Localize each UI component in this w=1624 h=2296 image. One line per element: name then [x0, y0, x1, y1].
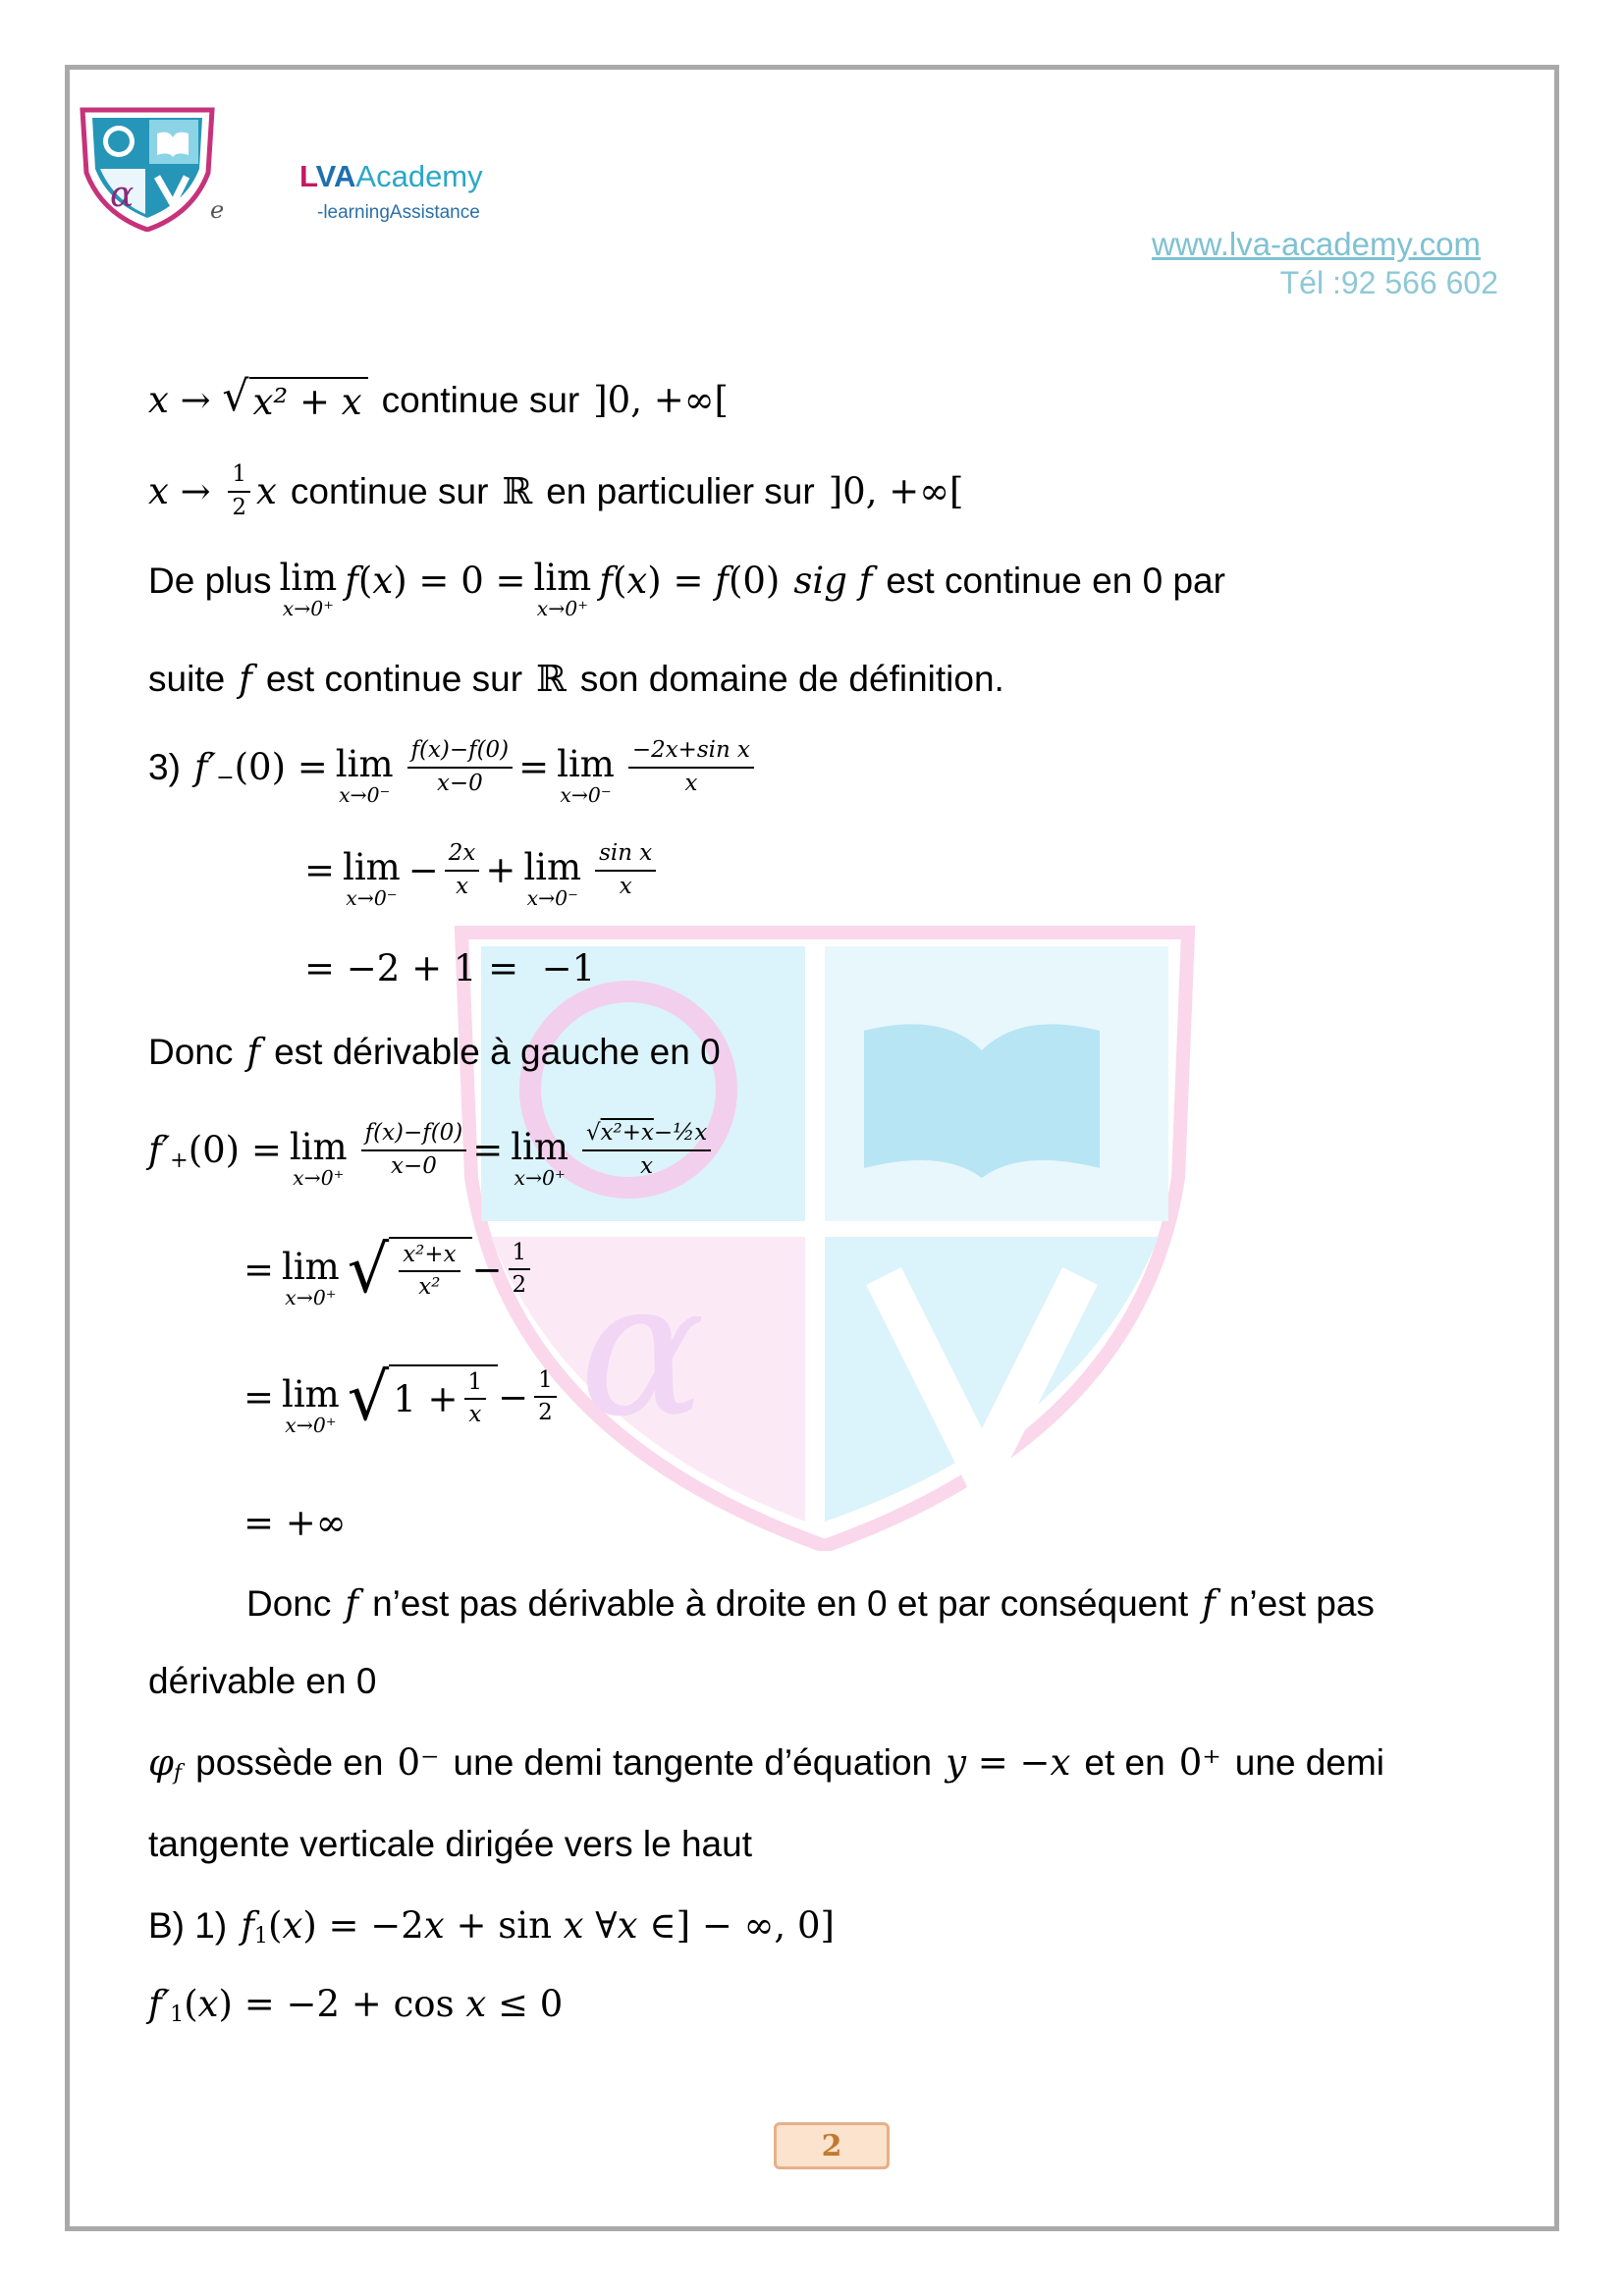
- math-line-6: = lim x→0⁻ − $\frac{2x}{x}$ + lim x→0⁻ $\frac{\text{sin x}}{x}$: [304, 839, 662, 901]
- brand-tagline: -learningAssistance: [317, 202, 480, 223]
- math-line-11: = lim x→0⁺ √ 1 + $\frac{1}{x}$ − $\frac{1}{2}$: [244, 1364, 563, 1430]
- math-line-17: B) 1) f 1 ( x ) = −2 x + sin x ∀ x ∈] − ∞, 0]: [148, 1904, 835, 1949]
- math-line-10: = lim x→0⁺ √ $\frac{\text{x²+x}}{\text{x²}}$ − $\frac{1}{2}$: [244, 1237, 536, 1303]
- svg-text:α: α: [579, 1241, 706, 1458]
- page-number: 2: [774, 2122, 890, 2169]
- math-line-16: tangente verticale dirigée vers le haut: [148, 1824, 752, 1864]
- phone-number: Tél :92 566 602: [1279, 265, 1498, 300]
- math-line-9: f′ + (0) = lim x→0⁺ $\frac{f(x)-f(0)}{x-0}$ = lim x→0⁺ $\frac{\text{√x²+x−½x}}{x}$: [148, 1119, 717, 1181]
- math-line-1: x → √ x² + x continue sur ]0, +∞[: [148, 373, 729, 423]
- lva-academy-logo: [75, 104, 220, 232]
- math-line-5: 3) f′ − (0) = lim x→0⁻ $\frac{f(x)-f(0)}{x-0}$ = lim x→0⁻ $\frac{\text{−2x+sin x}}{x}$: [148, 736, 760, 798]
- math-line-18: f′ 1 ( x ) = −2 + cos x ≤ 0: [148, 1983, 564, 2027]
- math-line-8: Donc f est dérivable à gauche en 0: [148, 1031, 721, 1073]
- math-line-4: suite f est continue sur ℝ son domaine de définition.: [148, 658, 1004, 700]
- math-line-14: dérivable en 0: [148, 1661, 377, 1701]
- brand-name: LVAAcademy: [299, 159, 483, 193]
- math-line-15: φ f possède en 0⁻ une demi tangente d’équation y = − x et en 0⁺ une demi: [148, 1741, 1385, 1786]
- website-link[interactable]: www.lva-academy.com: [1152, 226, 1481, 262]
- math-line-2: x → $\frac{1}{2}$ x continue sur ℝ en particulier sur ]0, +∞[: [148, 461, 964, 520]
- svg-text:α: α: [110, 175, 135, 215]
- math-line-7: = −2 + 1 = −1: [304, 947, 596, 989]
- math-line-12: = +∞: [244, 1502, 347, 1544]
- math-line-3: De plus lim x→0⁺ f ( x ) = 0 = lim x→0⁺ f ( x ) = f (0) sig f est continue en 0 par: [148, 557, 1225, 620]
- watermark-logo: [452, 923, 1198, 1551]
- logo-e-letter: e: [210, 196, 225, 224]
- math-line-13: Donc f n’est pas dérivable à droite en 0 et par conséquent f n’est pas: [246, 1582, 1375, 1625]
